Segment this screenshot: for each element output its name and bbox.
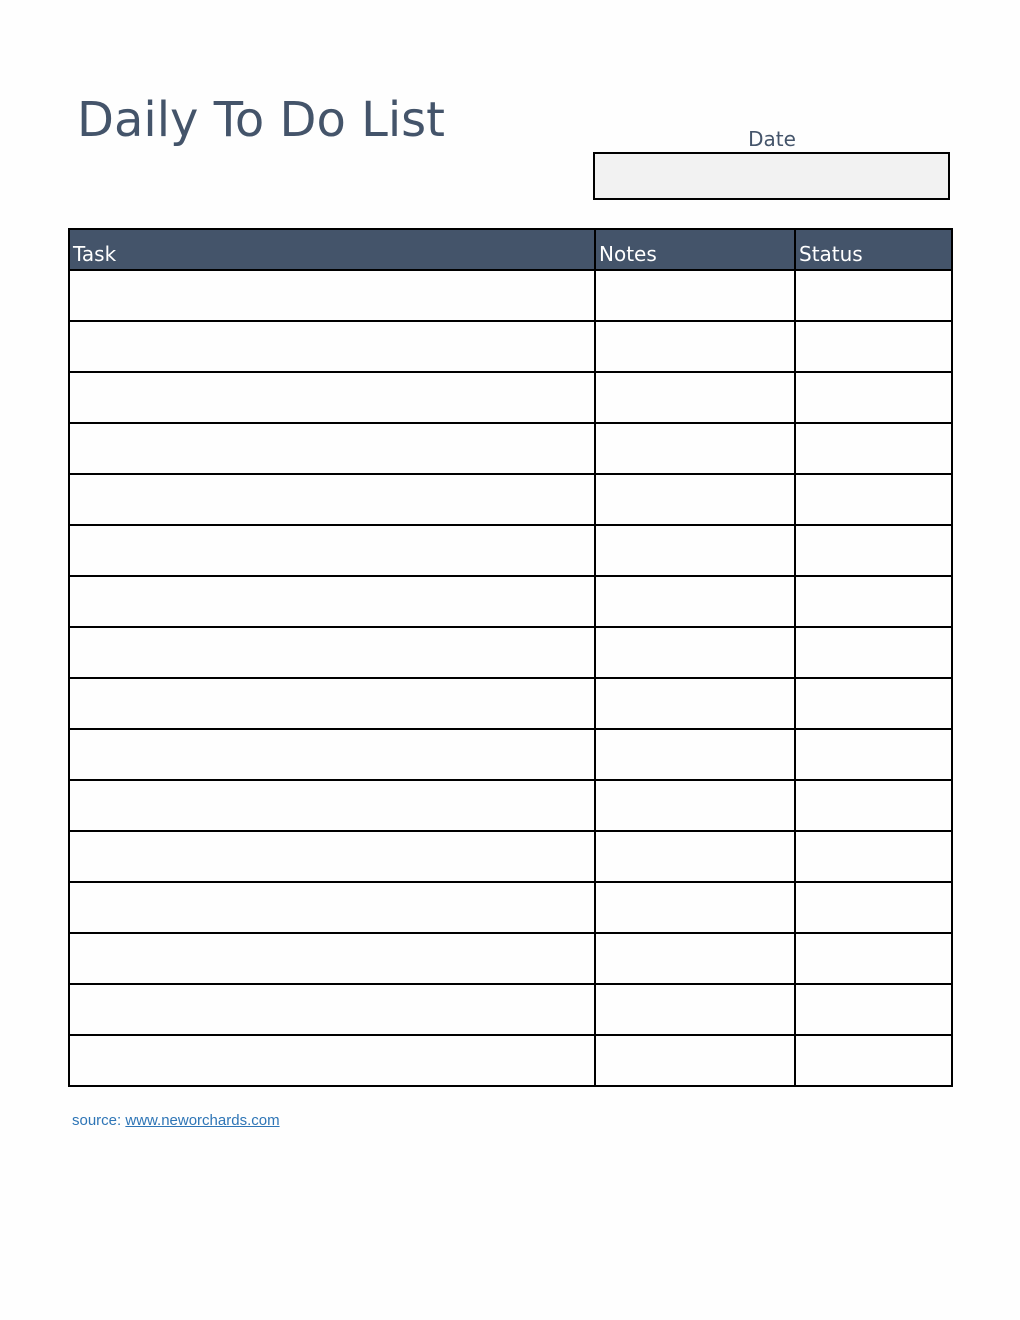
todo-table [68, 228, 953, 1087]
source-note [72, 1112, 280, 1129]
notes-cell[interactable] [595, 474, 795, 525]
task-cell[interactable] [69, 780, 595, 831]
table-row [69, 525, 952, 576]
status-cell[interactable] [795, 882, 952, 933]
table-row [69, 882, 952, 933]
date-label: Date [748, 127, 796, 151]
column-header-notes: Notes [595, 229, 795, 270]
table-row [69, 627, 952, 678]
table-row [69, 780, 952, 831]
notes-cell[interactable] [595, 270, 795, 321]
status-cell[interactable] [795, 780, 952, 831]
page-title: Daily To Do List [77, 92, 445, 148]
notes-cell[interactable] [595, 576, 795, 627]
table-row [69, 576, 952, 627]
notes-cell[interactable] [595, 627, 795, 678]
notes-cell[interactable] [595, 423, 795, 474]
notes-cell[interactable] [595, 1035, 795, 1086]
notes-cell[interactable] [595, 831, 795, 882]
status-cell[interactable] [795, 933, 952, 984]
status-cell[interactable] [795, 270, 952, 321]
task-cell[interactable] [69, 372, 595, 423]
notes-cell[interactable] [595, 525, 795, 576]
task-cell[interactable] [69, 423, 595, 474]
task-cell[interactable] [69, 882, 595, 933]
source-prefix: source: [72, 1112, 126, 1129]
status-cell[interactable] [795, 984, 952, 1035]
status-cell[interactable] [795, 525, 952, 576]
status-cell[interactable] [795, 729, 952, 780]
notes-cell[interactable] [595, 780, 795, 831]
task-cell[interactable] [69, 729, 595, 780]
notes-cell[interactable] [595, 372, 795, 423]
status-cell[interactable] [795, 321, 952, 372]
task-cell[interactable] [69, 474, 595, 525]
table-row [69, 321, 952, 372]
table-row [69, 831, 952, 882]
task-cell[interactable] [69, 678, 595, 729]
notes-cell[interactable] [595, 729, 795, 780]
table-row [69, 729, 952, 780]
task-cell[interactable] [69, 321, 595, 372]
table-row [69, 423, 952, 474]
notes-cell[interactable] [595, 933, 795, 984]
status-cell[interactable] [795, 576, 952, 627]
task-cell[interactable] [69, 627, 595, 678]
table-row [69, 270, 952, 321]
column-header-status: Status [795, 229, 952, 270]
task-cell[interactable] [69, 576, 595, 627]
status-cell[interactable] [795, 678, 952, 729]
status-cell[interactable] [795, 474, 952, 525]
status-cell[interactable] [795, 831, 952, 882]
table-row [69, 474, 952, 525]
task-cell[interactable] [69, 525, 595, 576]
column-header-task: Task [69, 229, 595, 270]
table-row [69, 678, 952, 729]
status-cell[interactable] [795, 372, 952, 423]
notes-cell[interactable] [595, 984, 795, 1035]
table-row [69, 1035, 952, 1086]
task-cell[interactable] [69, 984, 595, 1035]
status-cell[interactable] [795, 1035, 952, 1086]
notes-cell[interactable] [595, 678, 795, 729]
status-cell[interactable] [795, 627, 952, 678]
table-header-row [69, 229, 952, 270]
table-row [69, 372, 952, 423]
task-cell[interactable] [69, 933, 595, 984]
task-cell[interactable] [69, 831, 595, 882]
task-cell[interactable] [69, 1035, 595, 1086]
notes-cell[interactable] [595, 321, 795, 372]
table-row [69, 933, 952, 984]
table-row [69, 984, 952, 1035]
task-cell[interactable] [69, 270, 595, 321]
status-cell[interactable] [795, 423, 952, 474]
source-link[interactable]: www.neworchards.com [125, 1112, 280, 1129]
date-field[interactable] [593, 152, 950, 200]
notes-cell[interactable] [595, 882, 795, 933]
